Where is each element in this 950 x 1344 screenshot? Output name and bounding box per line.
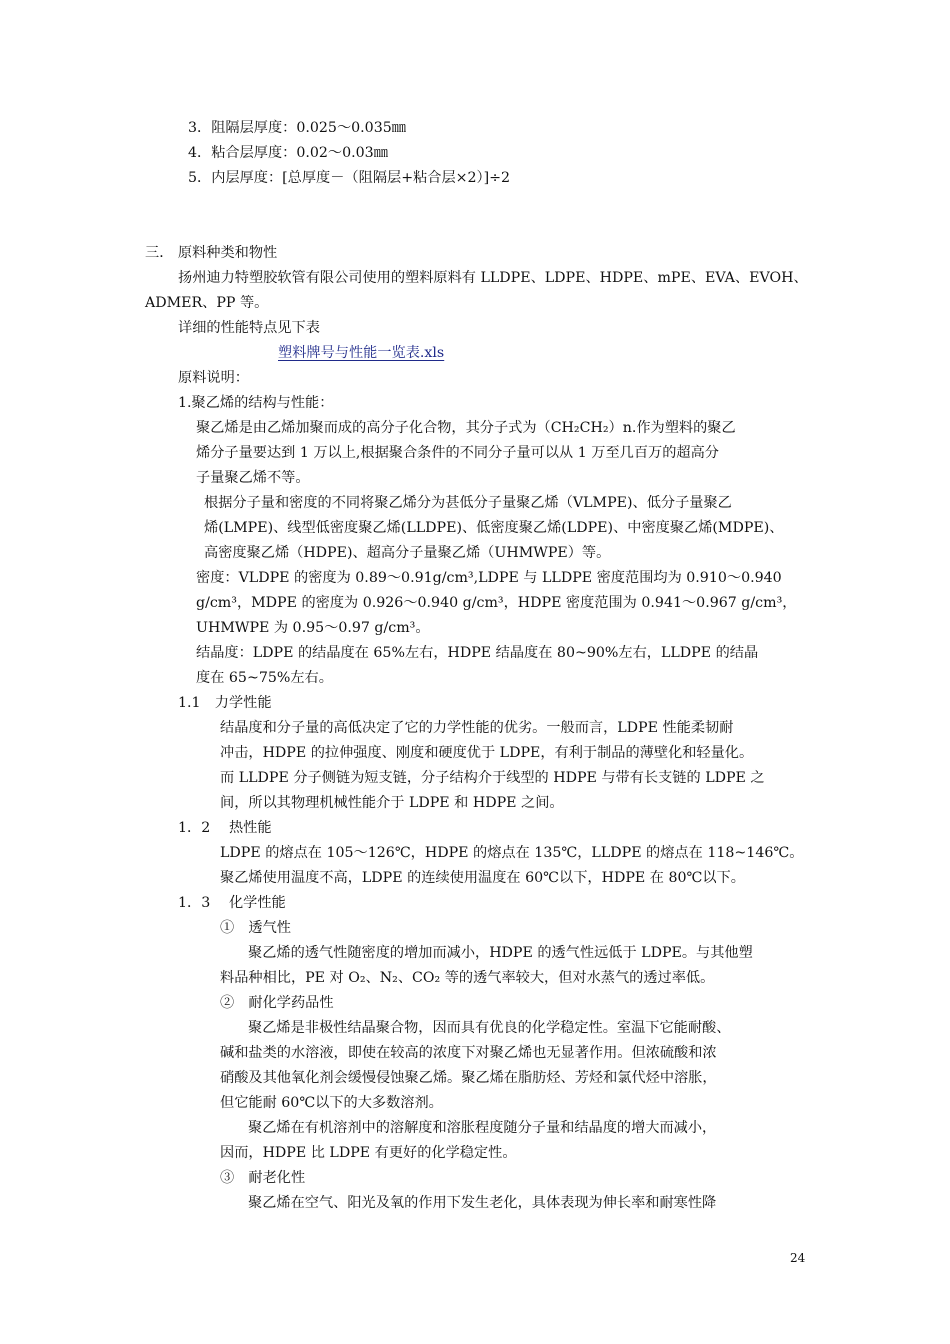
pe-para2-line: 高密度聚乙烯（HDPE)、超高分子量聚乙烯（UHMWPE）等。 (204, 545, 611, 561)
section-heading: 三． 原料种类和物性 (145, 245, 278, 261)
table-note: 详细的性能特点见下表 (178, 320, 320, 336)
thickness-item-5: 5．内层厚度：[总厚度－（阻隔层+粘合层×2）]÷2 (188, 170, 511, 186)
aging-heading: ③ 耐老化性 (220, 1170, 306, 1186)
solubility-line: 聚乙烯在有机溶剂中的溶解度和溶胀程度随分子量和结晶度的增大而减小， (248, 1120, 717, 1136)
chem-resistance-line: 聚乙烯是非极性结晶聚合物，因而具有优良的化学稳定性。室温下它能耐酸、 (248, 1020, 731, 1036)
thermal-line: 聚乙烯使用温度不高，LDPE 的连续使用温度在 60℃以下，HDPE 在 80℃以下。 (220, 870, 745, 886)
density-line: g/cm³，MDPE 的密度为 0.926～0.940 g/cm³，HDPE 密度范围为 0.941～0.967 g/cm³， (196, 595, 797, 611)
mech-line: 间，所以其物理机械性能介于 LDPE 和 HDPE 之间。 (220, 795, 564, 811)
crystallinity-line: 结晶度：LDPE 的结晶度在 65%左右，HDPE 结晶度在 80~90%左右，LLDPE 的结晶 (196, 645, 759, 661)
page-number: 24 (790, 1251, 806, 1265)
chem-resistance-line: 硝酸及其他氧化剂会缓慢侵蚀聚乙烯。聚乙烯在脂肪烃、芳烃和氯代烃中溶胀， (220, 1070, 717, 1086)
intro-line: 扬州迪力特塑胶软管有限公司使用的塑料原料有 LLDPE、LDPE、HDPE、mPE、EVA、EVOH、 (178, 270, 808, 286)
aging-line: 聚乙烯在空气、阳光及氧的作用下发生老化，具体表现为伸长率和耐寒性降 (248, 1195, 717, 1211)
solubility-line: 因而，HDPE 比 LDPE 有更好的化学稳定性。 (220, 1145, 517, 1161)
crystallinity-line: 度在 65~75%左右。 (196, 670, 333, 686)
intro-line: ADMER、PP 等。 (145, 295, 269, 311)
spreadsheet-link[interactable]: 塑料牌号与性能一览表.xls (278, 345, 445, 361)
pe-para1-line: 聚乙烯是由乙烯加聚而成的高分子化合物，其分子式为（CH₂CH₂）n.作为塑料的聚乙 (196, 420, 736, 436)
permeability-heading: ① 透气性 (220, 920, 291, 936)
thickness-item-3: 3．阻隔层厚度：0.025～0.035㎜ (188, 120, 406, 136)
mech-line: 而 LLDPE 分子侧链为短支链，分子结构介于线型的 HDPE 与带有长支链的 LDPE 之 (220, 770, 765, 786)
pe-heading: 1.聚乙烯的结构与性能： (178, 395, 334, 411)
permeability-line: 聚乙烯的透气性随密度的增加而减小，HDPE 的透气性远低于 LDPE。与其他塑 (248, 945, 753, 961)
pe-para1-line: 烯分子量要达到 1 万以上,根据聚合条件的不同分子量可以从 1 万至几百万的超高分 (196, 445, 719, 461)
permeability-line: 料品种相比，PE 对 O₂、N₂、CO₂ 等的透气率较大，但对水蒸气的透过率低。 (220, 970, 715, 986)
pe-para2-line: 烯(LMPE)、线型低密度聚乙烯(LLDPE)、低密度聚乙烯(LDPE)、中密度聚乙烯(MDPE)、 (204, 520, 784, 536)
density-line: UHMWPE 为 0.95～0.97 g/cm³。 (196, 620, 430, 636)
mech-heading: 1.1 力学性能 (178, 695, 272, 711)
chem-resistance-line: 但它能耐 60℃以下的大多数溶剂。 (220, 1095, 443, 1111)
material-note: 原料说明： (178, 370, 249, 386)
thermal-heading: 1．2 热性能 (178, 820, 272, 836)
mech-line: 冲击，HDPE 的拉伸强度、刚度和硬度优于 LDPE，有利于制品的薄壁化和轻量化。 (220, 745, 754, 761)
mech-line: 结晶度和分子量的高低决定了它的力学性能的优劣。一般而言，LDPE 性能柔韧耐 (220, 720, 734, 736)
pe-para1-line: 子量聚乙烯不等。 (196, 470, 310, 486)
chem-resistance-heading: ② 耐化学药品性 (220, 995, 334, 1011)
chem-resistance-line: 碱和盐类的水溶液，即使在较高的浓度下对聚乙烯也无显著作用。但浓硫酸和浓 (220, 1045, 717, 1061)
pe-para2-line: 根据分子量和密度的不同将聚乙烯分为甚低分子量聚乙烯（VLMPE)、低分子量聚乙 (204, 495, 732, 511)
thermal-line: LDPE 的熔点在 105～126℃，HDPE 的熔点在 135℃，LLDPE 的熔点在 118~146℃。 (220, 845, 804, 861)
density-line: 密度：VLDPE 的密度为 0.89～0.91g/cm³,LDPE 与 LLDPE 密度范围均为 0.910～0.940 (196, 570, 782, 586)
chem-heading: 1．3 化学性能 (178, 895, 286, 911)
thickness-item-4: 4．粘合层厚度：0.02～0.03㎜ (188, 145, 388, 161)
